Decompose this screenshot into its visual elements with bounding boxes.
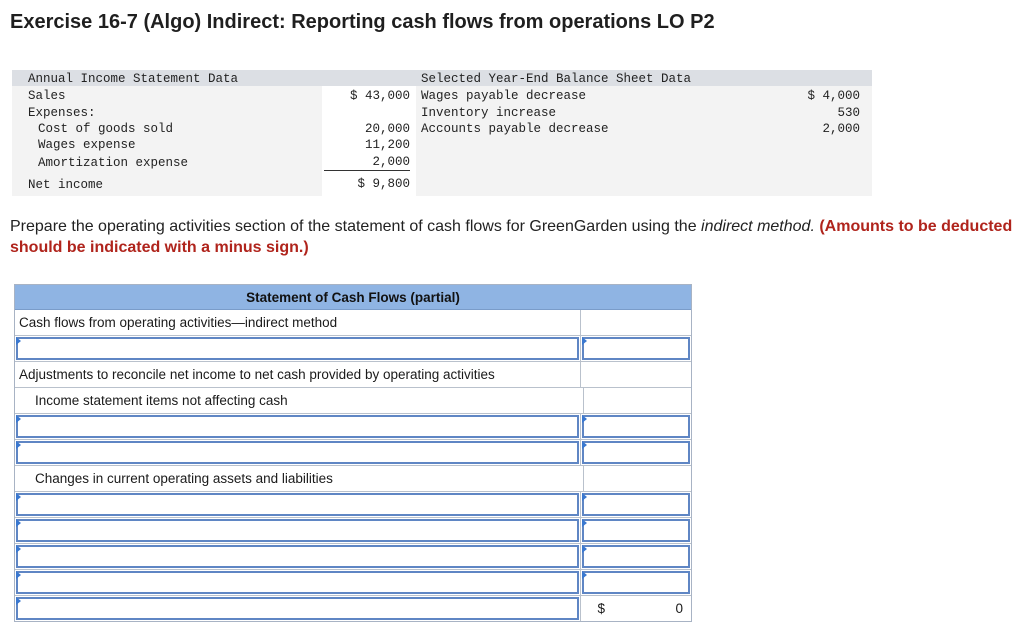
line-item-input[interactable] <box>16 337 579 360</box>
amount-input[interactable] <box>582 519 690 542</box>
line-item-input[interactable] <box>16 441 579 464</box>
dropdown-marker-icon <box>582 337 587 345</box>
instructions-lead: Prepare the operating activities section of the statement of cash flows for GreenGarden using the <box>10 218 702 235</box>
operating-header: Cash flows from operating activities—indirect method <box>15 310 581 335</box>
dropdown-marker-icon <box>582 493 587 501</box>
statement-table <box>14 284 692 622</box>
line-item-input[interactable] <box>16 571 579 594</box>
dropdown-marker-icon <box>582 441 587 449</box>
amount-input[interactable] <box>582 493 690 516</box>
dropdown-marker-icon <box>16 597 21 605</box>
balance-item-label: Inventory increase <box>421 106 557 120</box>
net-income-label: Net income <box>28 178 104 192</box>
empty-cell <box>581 362 691 387</box>
adjustments-label: Adjustments to reconcile net income to net cash provided by operating activities <box>15 362 581 387</box>
dropdown-marker-icon <box>582 571 587 579</box>
dropdown-marker-icon <box>582 545 587 553</box>
amount-input[interactable] <box>582 545 690 568</box>
balance-item-label: Wages payable decrease <box>421 89 587 103</box>
wages-label: Wages expense <box>38 138 136 152</box>
table-row <box>15 336 691 362</box>
instructions-method: indirect method. <box>701 218 815 235</box>
empty-cell <box>584 388 691 413</box>
total-currency: $ <box>597 601 605 616</box>
balance-item-value: $ 4,000 <box>807 89 860 103</box>
table-row <box>15 544 691 570</box>
net-income-value: $ 9,800 <box>357 177 410 191</box>
table-row <box>15 362 691 388</box>
dropdown-marker-icon <box>16 337 21 345</box>
line-item-input[interactable] <box>16 545 579 568</box>
non-cash-items-label: Income statement items not affecting cash <box>15 388 584 413</box>
dropdown-marker-icon <box>582 415 587 423</box>
total-label-input[interactable] <box>16 597 579 620</box>
dropdown-marker-icon <box>16 519 21 527</box>
amount-input[interactable] <box>582 571 690 594</box>
cogs-label: Cost of goods sold <box>38 122 174 136</box>
sales-value: $ 43,000 <box>349 89 410 103</box>
cogs-value: 20,000 <box>364 122 410 136</box>
balance-item-value: 530 <box>837 106 860 120</box>
income-statement-header: Annual Income Statement Data <box>28 72 239 86</box>
page-title: Exercise 16-7 (Algo) Indirect: Reporting cash flows from operations LO P2 <box>10 11 715 33</box>
expenses-label: Expenses: <box>28 106 96 120</box>
amortization-value: 2,000 <box>372 155 410 169</box>
amount-input[interactable] <box>582 441 690 464</box>
table-row <box>15 388 691 414</box>
dropdown-marker-icon <box>582 519 587 527</box>
instructions <box>10 216 1020 258</box>
statement-title: Statement of Cash Flows (partial) <box>15 285 691 310</box>
line-item-input[interactable] <box>16 415 579 438</box>
changes-label: Changes in current operating assets and liabilities <box>15 466 584 491</box>
dropdown-marker-icon <box>16 493 21 501</box>
amount-input[interactable] <box>582 415 690 438</box>
total-rule <box>324 170 410 171</box>
amortization-label: Amortization expense <box>38 156 189 170</box>
empty-cell <box>584 466 691 491</box>
dropdown-marker-icon <box>16 415 21 423</box>
table-row <box>15 518 691 544</box>
balance-sheet-header: Selected Year-End Balance Sheet Data <box>421 72 692 86</box>
table-row <box>15 492 691 518</box>
empty-cell <box>581 310 691 335</box>
dropdown-marker-icon <box>16 441 21 449</box>
balance-item-value: 2,000 <box>822 122 860 136</box>
total-cell <box>581 596 691 621</box>
amount-input[interactable] <box>582 337 690 360</box>
table-row <box>15 310 691 336</box>
table-row <box>15 596 691 621</box>
line-item-input[interactable] <box>16 493 579 516</box>
sales-label: Sales <box>28 89 66 103</box>
table-row <box>15 414 691 440</box>
wages-value: 11,200 <box>364 138 410 152</box>
total-value: 0 <box>675 601 683 616</box>
instructions-note: (Amounts to be deducted should be indicated with a minus sign.) <box>10 218 1013 256</box>
problem-data-panel <box>12 70 872 196</box>
table-row <box>15 466 691 492</box>
table-row <box>15 570 691 596</box>
dropdown-marker-icon <box>16 571 21 579</box>
dropdown-marker-icon <box>16 545 21 553</box>
balance-item-label: Accounts payable decrease <box>421 122 609 136</box>
table-row <box>15 440 691 466</box>
line-item-input[interactable] <box>16 519 579 542</box>
